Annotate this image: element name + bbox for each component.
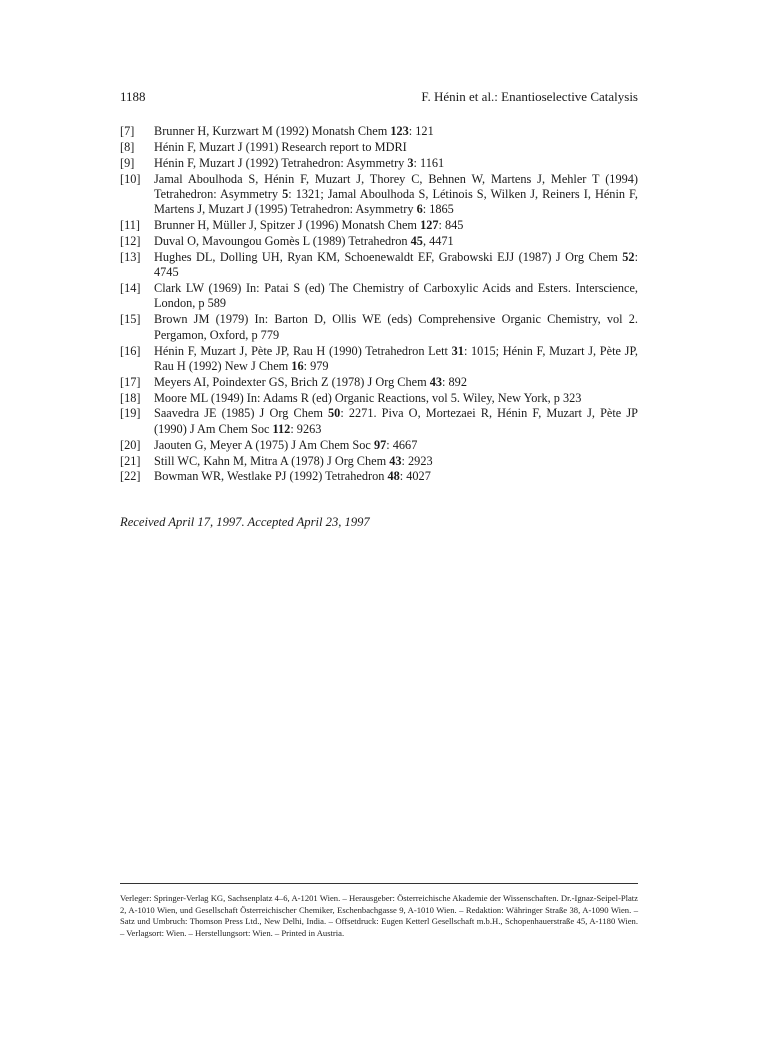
reference-number: [17] xyxy=(120,374,141,389)
reference-volume: 6 xyxy=(416,202,423,217)
reference-volume: 97 xyxy=(373,437,387,452)
reference-volume: 16 xyxy=(291,358,304,373)
reference-text xyxy=(154,250,638,279)
reference-number: [16] xyxy=(120,343,141,358)
received-accepted-line: Received April 17, 1997. Accepted April 23, 1997 xyxy=(120,515,370,529)
footer-rule xyxy=(120,883,638,884)
reference-item xyxy=(120,250,638,281)
reference-segment: Jaouten G, Meyer A (1975) J Am Chem Soc xyxy=(154,437,374,452)
reference-number: [14] xyxy=(120,281,141,296)
reference-item xyxy=(120,172,638,218)
publisher-imprint: Verleger: Springer-Verlag KG, Sachsenplatz 4–6, A-1201 Wien. – Herausgeber: Österreichische Akademie der Wissenschaften. Dr.-Ignaz-Seipel-Platz 2, A-1010 Wien, und Gesellschaft Österreichischer Chemiker, Eschenbachgasse 9, A-1010 Wien. – Redaktion: Währinger Straße 38, A-1090 Wien. – Satz und Umbruch: Thomson Press Ltd., New Delhi, India. – Offsetdruck: Eugen Ketterl Gesellschaft m.b.H., Schopenhauerstraße 45, A-1180 Wien. – Verlagsort: Wien. – Herstellungsort: Wien. – Printed in Austria. xyxy=(120,893,638,938)
reference-text xyxy=(154,344,638,373)
reference-segment: : 892 xyxy=(442,374,467,389)
reference-segment: Brunner H, Kurzwart M (1992) Monatsh Chem xyxy=(154,124,391,138)
reference-volume: 52 xyxy=(622,249,635,264)
reference-volume: 31 xyxy=(451,343,464,358)
reference-text xyxy=(154,406,638,435)
reference-item xyxy=(120,312,638,343)
reference-item xyxy=(120,281,638,312)
reference-segment: Hénin F, Muzart J, Pète JP, Rau H (1990) Tetrahedron Lett xyxy=(154,343,452,358)
reference-volume: 3 xyxy=(407,155,414,170)
reference-number: [12] xyxy=(120,234,141,249)
reference-text xyxy=(154,234,454,248)
reference-number: [15] xyxy=(120,312,141,327)
reference-segment: Brunner H, Müller J, Spitzer J (1996) Monatsh Chem xyxy=(154,218,421,233)
page-number: 1188 xyxy=(120,89,146,104)
reference-item xyxy=(120,469,638,484)
reference-segment: Brown JM (1979) In: Barton D, Ollis WE (eds) Comprehensive Organic Chemistry, vol 2. Pergamon, Oxford, p 779 xyxy=(154,312,638,342)
reference-segment: Still WC, Kahn M, Mitra A (1978) J Org Chem xyxy=(154,453,390,468)
reference-text xyxy=(154,156,444,170)
reference-segment: : 1161 xyxy=(413,155,445,170)
reference-segment: : 1015; Hénin F, Muzart J, Pète JP, Rau H (1992) New J Chem xyxy=(154,343,638,373)
reference-number: [8] xyxy=(120,139,135,154)
reference-segment: Hénin F, Muzart J (1991) Research report to MDRI xyxy=(154,139,407,154)
reference-number: [10] xyxy=(120,171,141,186)
reference-number: [22] xyxy=(120,469,141,484)
reference-item xyxy=(120,406,638,437)
reference-volume: 48 xyxy=(387,469,400,484)
reference-segment: Meyers AI, Poindexter GS, Brich Z (1978) J Org Chem xyxy=(154,374,430,389)
reference-segment: : 979 xyxy=(303,358,329,373)
reference-text xyxy=(154,438,417,452)
reference-item xyxy=(120,140,638,155)
reference-text xyxy=(154,469,431,483)
reference-segment: Saavedra JE (1985) J Org Chem xyxy=(154,406,329,421)
reference-volume: 43 xyxy=(429,374,443,389)
reference-number: [11] xyxy=(120,218,141,233)
reference-segment: : 2271. Piva O, Mortezaei R, Hénin F, Muzart J, Pète JP (1990) J Am Chem Soc xyxy=(154,406,638,436)
reference-number: [18] xyxy=(120,390,141,405)
reference-item xyxy=(120,124,638,139)
reference-segment: : 9263 xyxy=(290,421,322,436)
reference-volume: 127 xyxy=(420,218,439,233)
reference-segment: Hughes DL, Dolling UH, Ryan KM, Schoenewaldt EF, Grabowski EJJ (1987) J Org Chem xyxy=(154,249,623,264)
reference-text xyxy=(154,312,638,341)
reference-segment: : 845 xyxy=(438,218,464,233)
reference-text xyxy=(154,391,581,405)
reference-volume: 45 xyxy=(410,234,423,249)
reference-item xyxy=(120,156,638,171)
reference-volume: 5 xyxy=(282,186,289,201)
running-head: F. Hénin et al.: Enantioselective Catalysis xyxy=(421,89,638,104)
reference-text xyxy=(154,375,467,389)
reference-segment: , 4471 xyxy=(422,234,454,249)
reference-segment: : 4745 xyxy=(154,249,638,280)
reference-volume: 50 xyxy=(328,406,341,421)
reference-segment: Moore ML (1949) In: Adams R (ed) Organic Reactions, vol 5. Wiley, New York, p 323 xyxy=(154,390,582,405)
reference-item xyxy=(120,375,638,390)
reference-item xyxy=(120,454,638,469)
reference-segment: Duval O, Mavoungou Gomès L (1989) Tetrahedron xyxy=(154,234,411,249)
reference-text xyxy=(154,172,638,217)
reference-segment: : 1321; Jamal Aboulhoda S, Létinois S, Wilken J, Reiners I, Hénin F, Martens J, Muzart J (1995) Tetrahedron: Asymmetry xyxy=(154,186,638,217)
reference-segment: Hénin F, Muzart J (1992) Tetrahedron: Asymmetry xyxy=(154,155,408,170)
reference-volume: 123 xyxy=(390,124,409,138)
reference-text xyxy=(154,218,463,232)
reference-list xyxy=(120,124,638,485)
reference-text xyxy=(154,140,407,154)
reference-segment: : 4027 xyxy=(399,469,431,484)
reference-number: [21] xyxy=(120,453,141,468)
reference-item xyxy=(120,438,638,453)
reference-segment: Bowman WR, Westlake PJ (1992) Tetrahedron xyxy=(154,469,388,484)
reference-item xyxy=(120,218,638,233)
reference-text xyxy=(154,281,638,310)
reference-item xyxy=(120,344,638,375)
reference-volume: 112 xyxy=(272,421,291,436)
reference-number: [20] xyxy=(120,437,141,452)
reference-segment: Jamal Aboulhoda S, Hénin F, Muzart J, Thorey C, Behnen W, Martens J, Mehler T (1994) Tetrahedron: Asymmetry xyxy=(154,171,638,201)
reference-text xyxy=(154,124,434,138)
reference-segment: : 1865 xyxy=(422,202,454,217)
reference-item xyxy=(120,234,638,249)
reference-segment: Clark LW (1969) In: Patai S (ed) The Chemistry of Carboxylic Acids and Esters. Interscience, London, p 589 xyxy=(154,281,638,311)
reference-volume: 43 xyxy=(389,453,402,468)
reference-segment: : 121 xyxy=(408,124,434,138)
reference-number: [9] xyxy=(120,155,135,170)
reference-item xyxy=(120,391,638,406)
reference-segment: : 2923 xyxy=(401,453,433,468)
reference-number: [13] xyxy=(120,249,141,264)
reference-number: [19] xyxy=(120,406,141,421)
reference-number: [7] xyxy=(120,124,135,138)
reference-segment: : 4667 xyxy=(386,437,418,452)
reference-text xyxy=(154,454,433,468)
